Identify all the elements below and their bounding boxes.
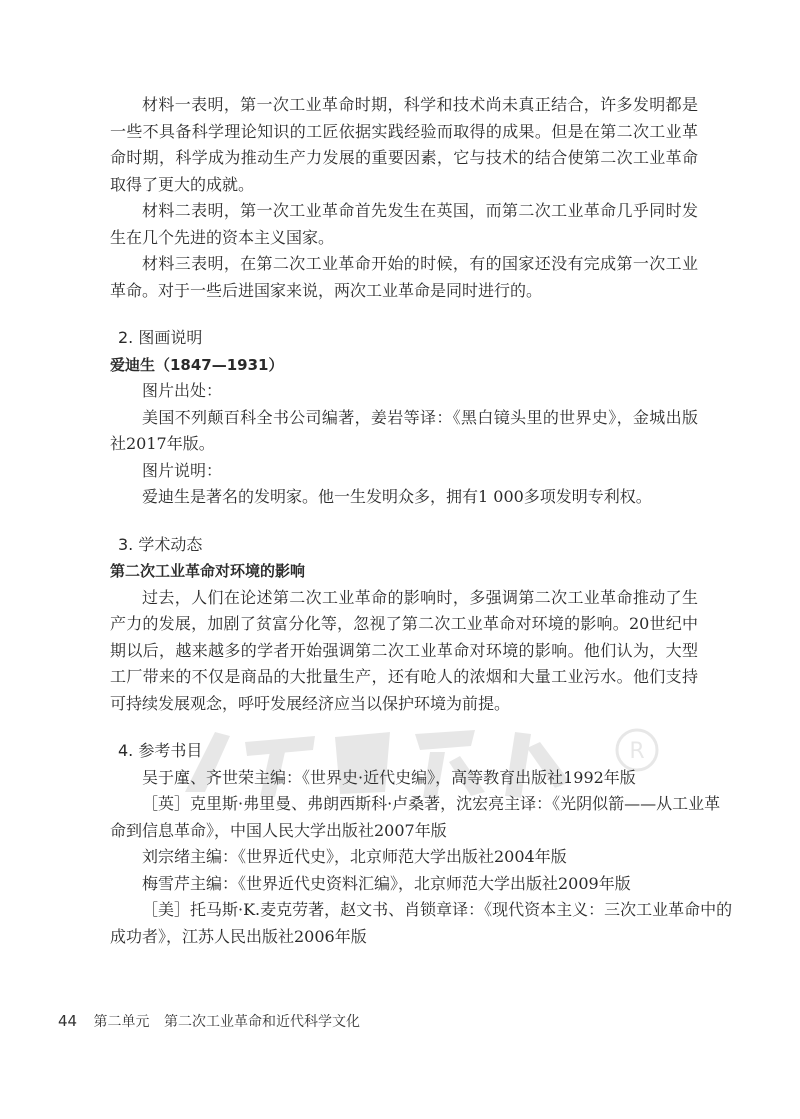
page-content <box>110 92 733 950</box>
picture-source-label: 图片出处： <box>142 381 223 400</box>
footer-unit: 第二单元 <box>93 1014 150 1030</box>
picture-desc-text: 爱迪生是著名的发明家。他一生发明众多，拥有1 000多项发明专利权。 <box>142 487 652 506</box>
section-3-heading: 3. 学术动态 <box>118 534 203 554</box>
section-references <box>110 738 733 950</box>
material-3-paragraph: 材料三表明，在第二次工业革命开始的时候，有的国家还没有完成第一次工业革命。对于一些后进国家来说，两次工业革命是同时进行的。 <box>110 254 698 300</box>
picture-source-text: 美国不列颠百科全书公司编著，姜岩等译：《黑白镜头里的世界史》，金城出版社2017年版。 <box>110 407 698 453</box>
reference-item: 梅雪芹主编：《世界近代史资料汇编》，北京师范大学出版社2009年版 <box>142 873 631 893</box>
picture-desc-label: 图片说明： <box>142 460 223 480</box>
section-academic-trends <box>110 532 698 718</box>
reference-item: 刘宗绪主编：《世界近代史》，北京师范大学出版社2004年版 <box>142 847 567 866</box>
section-picture-note <box>110 325 698 511</box>
section-2-subheading: 爱迪生（1847—1931） <box>110 355 284 374</box>
reference-item-continued: 成功者》，江苏人民出版社2006年版 <box>110 926 367 946</box>
section-3-subheading: 第二次工业革命对环境的影响 <box>110 562 306 580</box>
section-2-heading: 2. 图画说明 <box>118 328 203 347</box>
reference-item-continued: 命到信息革命》，中国人民大学出版社2007年版 <box>110 820 447 840</box>
section-3-text: 过去，人们在论述第二次工业革命的影响时，多强调第二次工业革命推动了生产力的发展，加剧了贫富分化等，忽视了第二次工业革命对环境的影响。20世纪中期以后，越来越多的学者开始强调第二次工业革命对环境的影响。他们认为，大型工厂带来的不仅是商品的大批量生产，还有呛人的浓烟和大量工业污水。他们支持可持续发展观念，呼吁发展经济应当以保护环境为前提。 <box>110 587 698 713</box>
material-2-paragraph: 材料二表明，第一次工业革命首先发生在英国，而第二次工业革命几乎同时发生在几个先进的资本主义国家。 <box>110 201 698 247</box>
material-1-paragraph: 材料一表明，第一次工业革命时期，科学和技术尚未真正结合，许多发明都是一些不具备科学理论知识的工匠依据实践经验而取得的成果。但是在第二次工业革命时期，科学成为推动生产力发展的重要因素，它与技术的结合使第二次工业革命取得了更大的成就。 <box>110 95 698 194</box>
section-4-heading: 4. 参考书目 <box>118 741 203 760</box>
reference-item: ［英］克里斯·弗里曼、弗朗西斯科·卢桑著，沈宏亮主译：《光阴似箭——从工业革 <box>142 794 721 813</box>
footer-unit-title: 第二次工业革命和近代科学文化 <box>164 1014 360 1030</box>
reference-item: 吴于廑、齐世荣主编：《世界史·近代史编》，高等教育出版社1992年版 <box>142 767 636 787</box>
reference-item: ［美］托马斯·K.麦克劳著，赵文书、肖锁章译：《现代资本主义：三次工业革命中的 <box>142 900 733 919</box>
page-number: 44 <box>58 1012 78 1030</box>
svg-text:R: R <box>629 739 645 764</box>
page-footer <box>58 1011 360 1032</box>
